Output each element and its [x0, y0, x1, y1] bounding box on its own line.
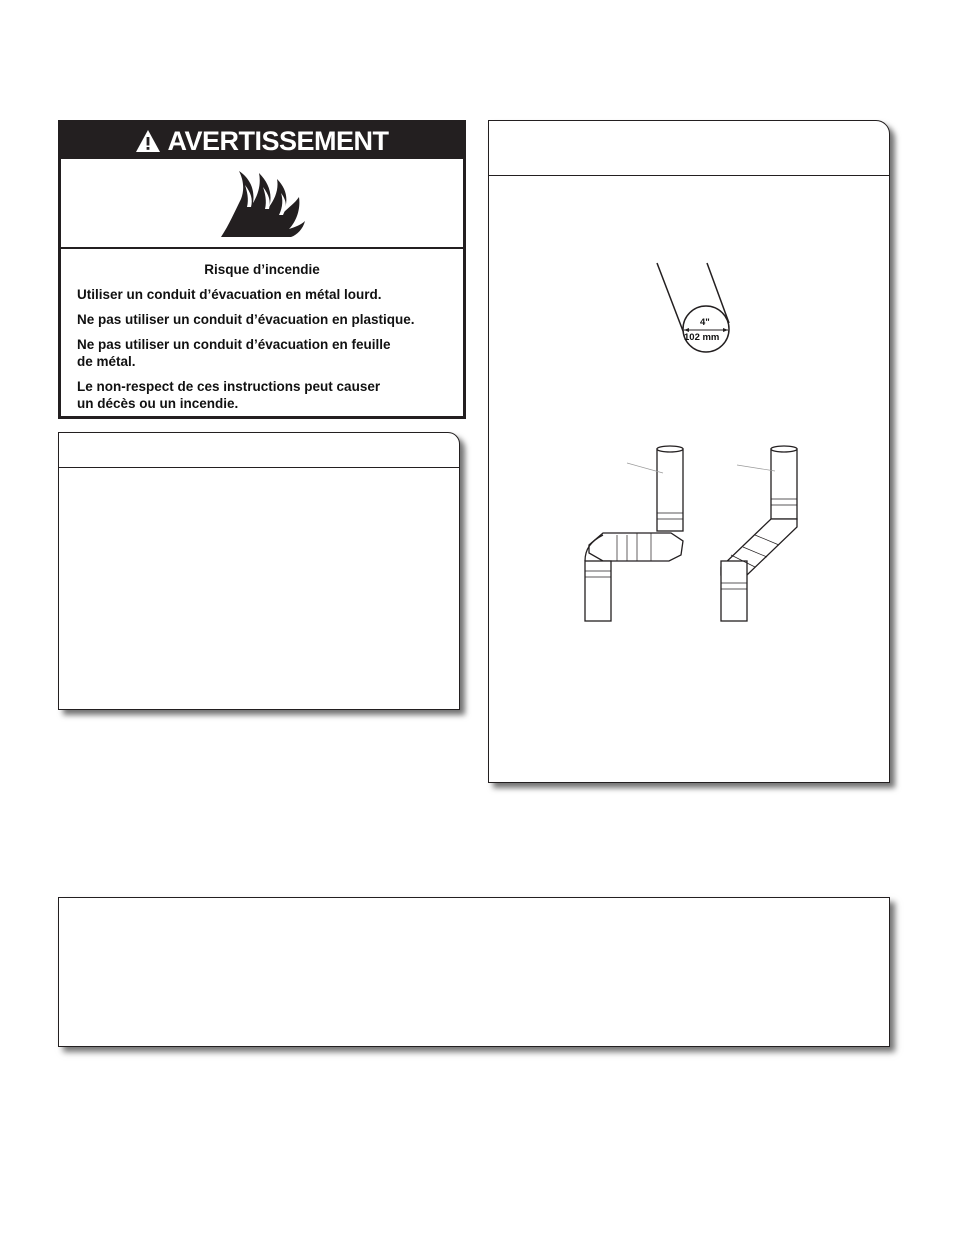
panel-divider	[59, 467, 459, 468]
warning-line-1: Utiliser un conduit d’évacuation en métal lourd.	[77, 287, 382, 302]
warning-subtitle: Risque d’incendie	[204, 262, 320, 277]
info-panel-left	[58, 432, 460, 710]
duct-diameter-diagram	[649, 257, 769, 367]
info-panel-bottom	[58, 897, 890, 1047]
warning-icon-area	[61, 159, 463, 249]
warning-box	[58, 120, 466, 419]
diameter-inches-label: 4"	[700, 317, 710, 328]
warning-line-2: Ne pas utiliser un conduit d’évacuation en plastique.	[77, 312, 415, 327]
warning-title: AVERTISSEMENT	[167, 125, 389, 156]
angled-duct-illustration	[717, 443, 827, 623]
diameter-mm-label: 102 mm	[684, 332, 720, 343]
warning-line-4: Le non-respect de ces instructions peut causer un décès ou un incendie.	[77, 379, 381, 411]
duct-panel	[488, 120, 890, 783]
warning-line-3: Ne pas utiliser un conduit d’évacuation en feuille de métal.	[77, 337, 391, 369]
fire-icon	[219, 167, 309, 239]
panel-divider	[489, 175, 889, 176]
warning-triangle-icon	[135, 129, 161, 153]
warning-body	[61, 249, 463, 412]
warning-header	[61, 123, 463, 159]
elbow-duct-illustration	[581, 443, 691, 623]
